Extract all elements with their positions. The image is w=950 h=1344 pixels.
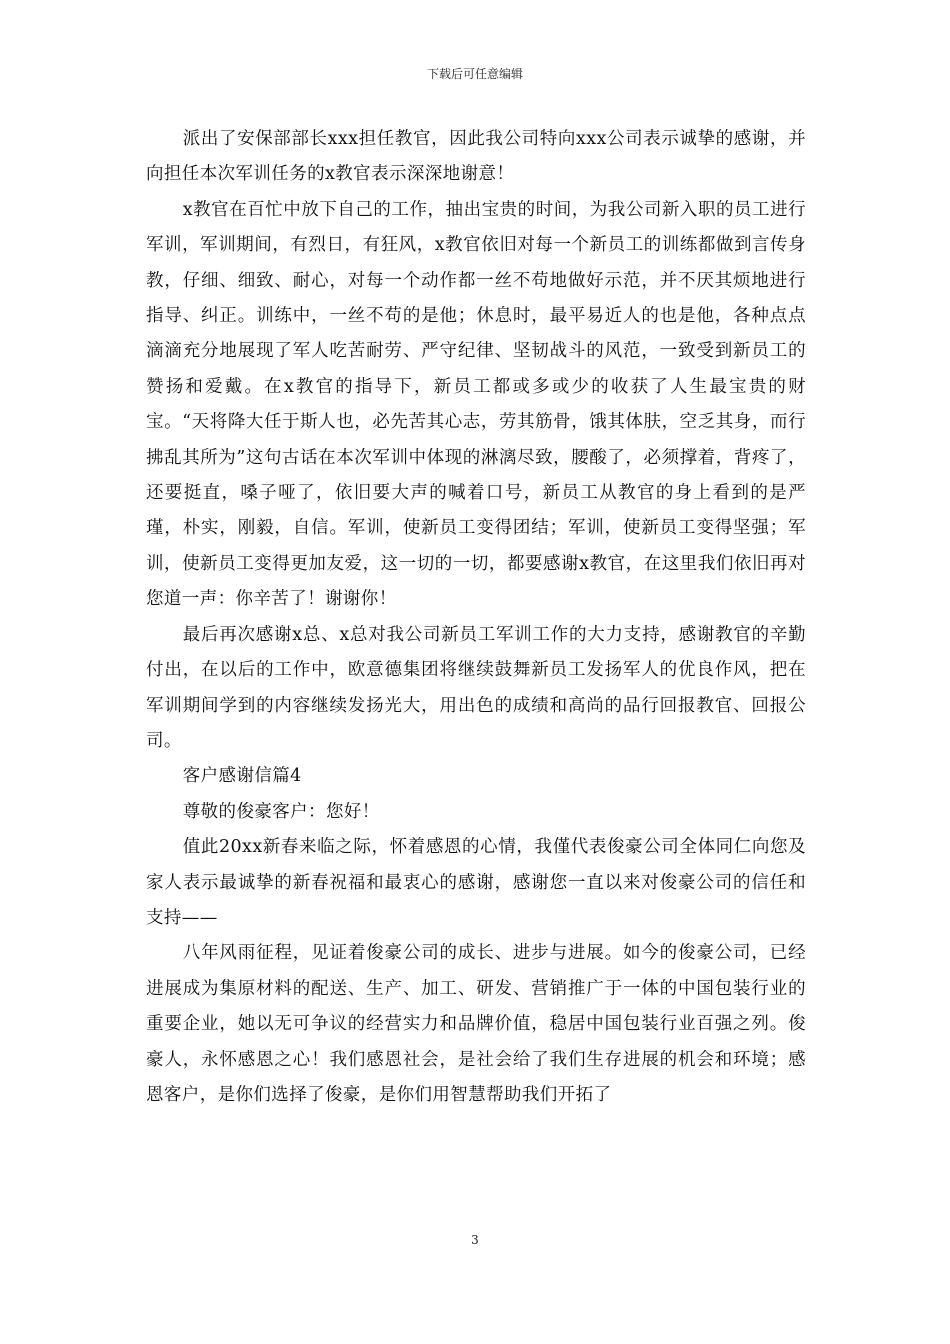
- document-body: [146, 122, 806, 1113]
- section-heading: 客户感谢信篇4: [182, 766, 302, 787]
- paragraph-instructor-praise: x教官在百忙中放下自己的工作，抽出宝贵的时间，为我公司新入职的员工进行军训，军训期间，有烈日，有狂风，x教官依旧对每一个新员工的训练都做到言传身教，仔细、细致、耐心，对每一个动作都一丝不苟地做好示范，并不厌其烦地进行指导、纠正。训练中，一丝不苟的是他；休息时，最平易近人的也是他，各种点点滴滴充分地展现了军人吃苦耐劳、严守纪律、坚韧战斗的风范，一致受到新员工的赞扬和爱戴。在x教官的指导下，新员工都或多或少的收获了人生最宝贵的财宝。“天将降大任于斯人也，必先苦其心志，劳其筋骨，饿其体肤，空乏其身，而行拂乱其所为”这句古话在本次军训中体现的淋漓尽致，腰酸了，必须撑着，背疼了，还要挺直，嗓子哑了，依旧要大声的喊着口号，新员工从教官的身上看到的是严瑾，朴实，刚毅，自信。军训，使新员工变得团结；军训，使新员工变得坚强；军训，使新员工变得更加友爱，这一切的一切，都要感谢x教官，在这里我们依旧再对您道一声：你辛苦了！谢谢你！: [146, 199, 806, 610]
- page-number: 3: [471, 1233, 479, 1247]
- salutation: 尊敬的俊豪客户：您好！: [182, 801, 380, 822]
- paragraph-company-history: 八年风雨征程，见证着俊豪公司的成长、进步与进展。如今的俊豪公司，已经进展成为集原材料的配送、生产、加工、研发、营销推广于一体的中国包装行业的重要企业，她以无可争议的经营实力和品牌价值，稳居中国包装行业百强之列。俊豪人，永怀感恩之心！我们感恩社会，是社会给了我们生存进展的机会和环境；感恩客户，是你们选择了俊豪，是你们用智慧帮助我们开拓了: [146, 943, 806, 1105]
- paragraph-new-year-greeting: 值此20xx新春来临之际，怀着感恩的心情，我僅代表俊豪公司全体同仁向您及家人表示最诚挚的新春祝福和最衷心的感谢，感谢您一直以来对俊豪公司的信任和支持——: [146, 837, 806, 928]
- paragraph-closing-thanks: 最后再次感谢x总、x总对我公司新员工军训工作的大力支持，感谢教官的辛勤付出，在以后的工作中，欧意德集团将继续鼓舞新员工发扬军人的优良作风，把在军训期间学到的内容继续发扬光大，用出色的成绩和高尚的品行回报教官、回报公司。: [146, 624, 806, 751]
- page-header: 下载后可任意编辑: [426, 67, 523, 81]
- paragraph-thanks-instructor-intro: 派出了安保部部长xxx担任教官，因此我公司特向xxx公司表示诚挚的感谢，并向担任本次军训任务的x教官表示深深地谢意！: [146, 129, 806, 185]
